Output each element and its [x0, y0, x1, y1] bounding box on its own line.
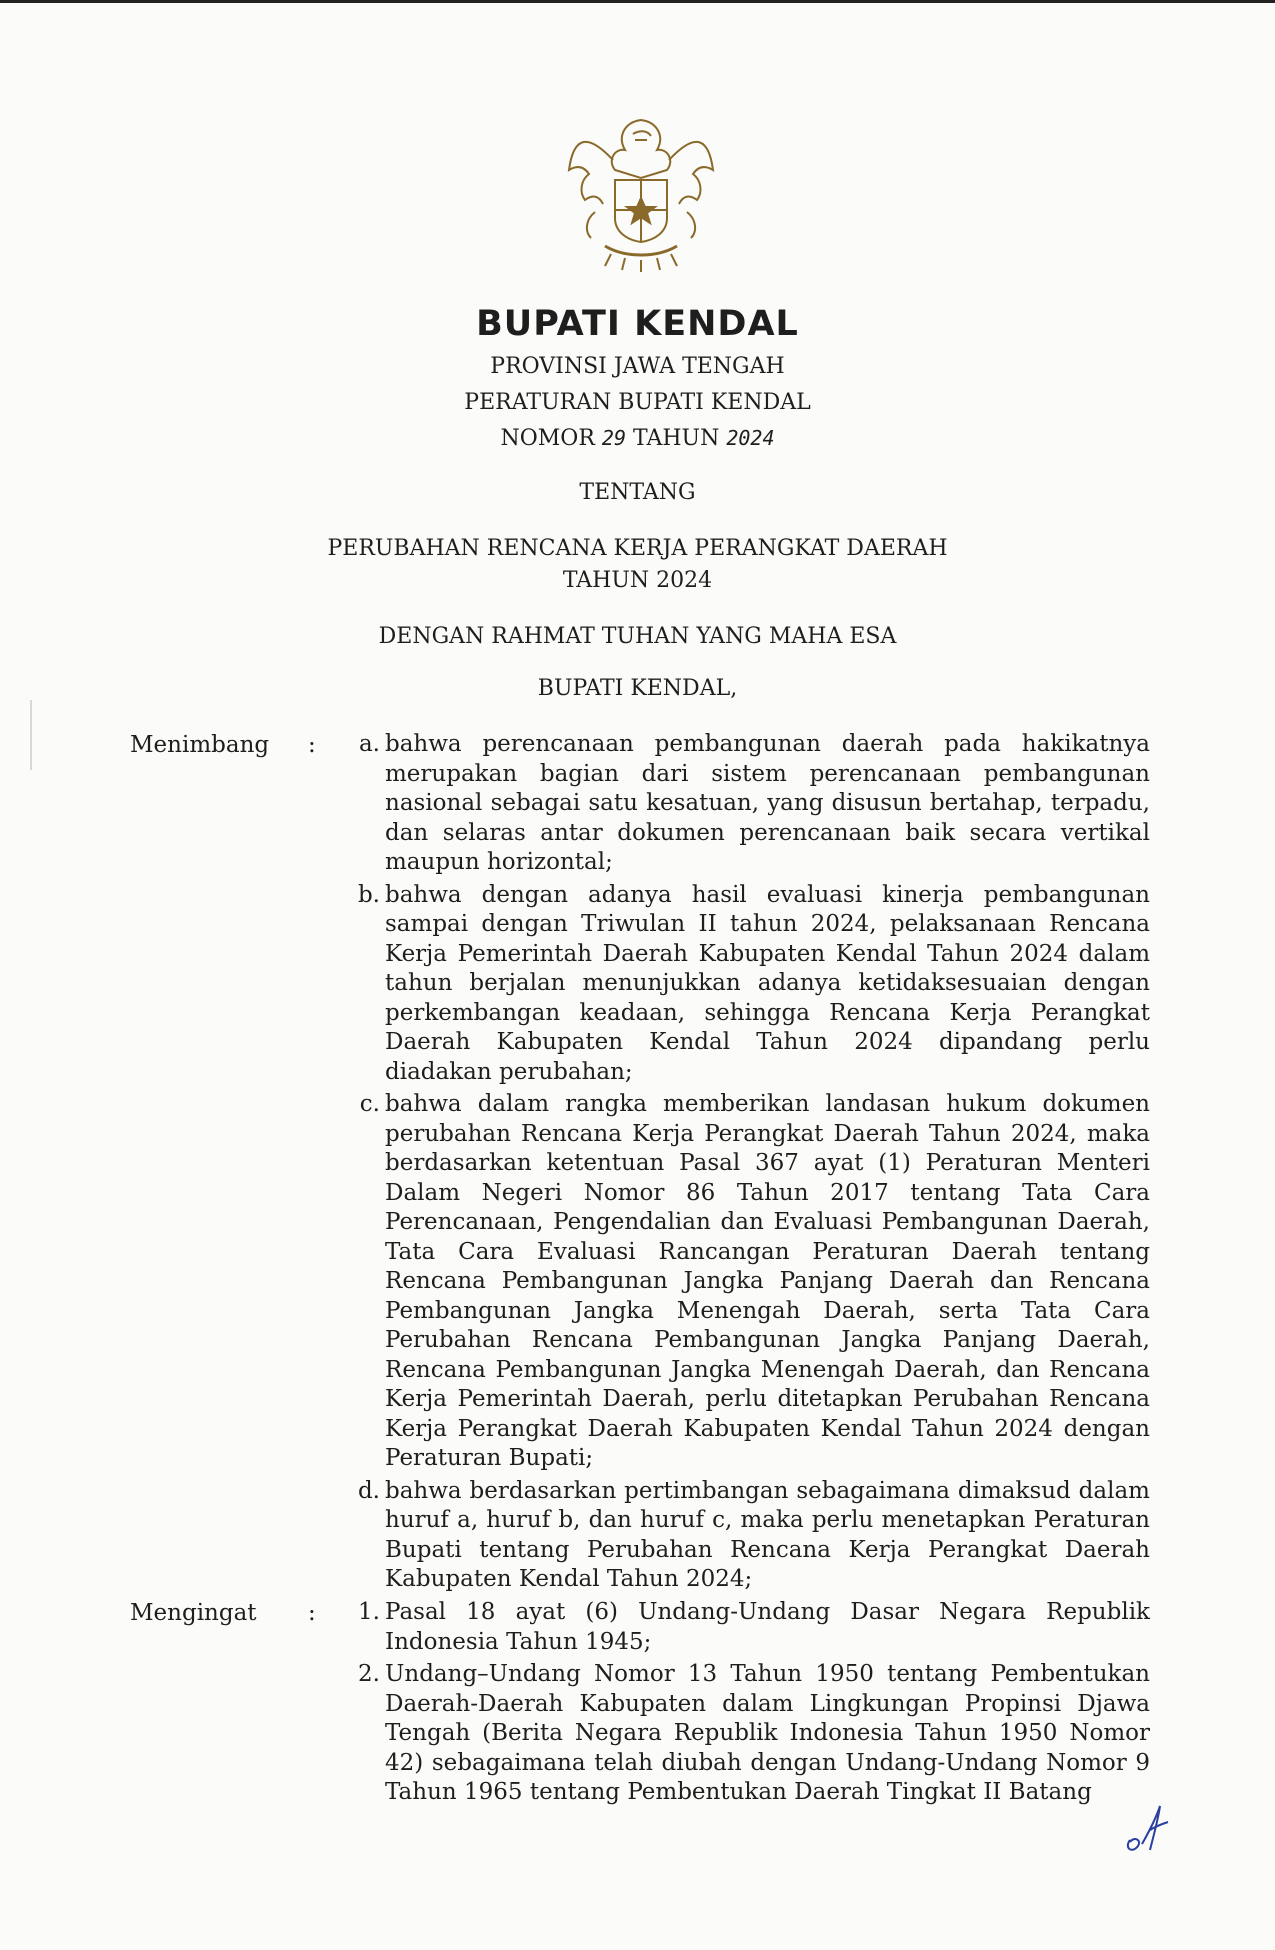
item-marker: b.	[357, 881, 380, 908]
section-mengingat	[130, 1598, 1150, 1811]
section-colon: :	[308, 732, 316, 758]
section-menimbang	[130, 730, 1150, 1598]
item-text: bahwa perencanaan pembangunan daerah pada hakikatnya merupakan bagian dari sistem perencanaan pembangunan nasional sebagai satu kesatuan, yang disusun bertahap, terpadu, dan selaras antar dokumen perencanaan baik secara vertikal maupun horizontal;	[385, 731, 1150, 875]
item-text: Pasal 18 ayat (6) Undang-Undang Dasar Negara Republik Indonesia Tahun 1945;	[385, 1599, 1150, 1655]
about-line: TENTANG	[579, 480, 696, 505]
issuer-title: BUPATI KENDAL	[476, 304, 799, 344]
item-marker: 2.	[358, 1661, 380, 1687]
section-label: Mengingat	[130, 1600, 257, 1626]
number-value: 29	[601, 426, 626, 450]
invocation-line: DENGAN RAHMAT TUHAN YANG MAHA ESA	[378, 624, 897, 649]
year-prefix: TAHUN	[633, 426, 720, 451]
item-marker: d.	[357, 1477, 380, 1504]
year-value: 2024	[726, 426, 775, 450]
regulation-line: PERATURAN BUPATI KENDAL	[464, 390, 811, 415]
number-prefix: NOMOR	[500, 426, 595, 451]
garuda-emblem-icon	[555, 100, 727, 272]
province-line: PROVINSI JAWA TENGAH	[490, 354, 785, 379]
regulation-number-line	[0, 421, 1275, 456]
list-item	[340, 1660, 1150, 1808]
paraf-initial-icon	[1120, 1800, 1180, 1860]
section-label: Menimbang	[130, 732, 270, 758]
item-text: bahwa dalam rangka memberikan landasan hukum dokumen perubahan Rencana Kerja Perangkat Daerah Tahun 2024, maka berdasarkan ketentuan Pasal 367 ayat (1) Peraturan Menteri Dalam Negeri Nomor 86 Tahun 2017 tentang Tata Cara Perencanaan, Pengendalian dan Evaluasi Pembangunan Daerah, Tata Cara Evaluasi Rancangan Peraturan Daerah tentang Rencana Pembangunan Jangka Panjang Daerah dan Rencana Pembangunan Jangka Menengah Daerah, serta Tata Cara Perubahan Rencana Pembangunan Jangka Panjang Daerah, Rencana Pembangunan Jangka Menengah Daerah, dan Rencana Kerja Pemerintah Daerah, perlu ditetapkan Perubahan Rencana Kerja Perangkat Daerah Kabupaten Kendal Tahun 2024 dengan Peraturan Bupati;	[385, 1091, 1150, 1471]
list-item	[340, 1598, 1150, 1657]
scan-edge-mark	[30, 700, 32, 770]
list-item	[340, 1090, 1150, 1474]
issuer-line: BUPATI KENDAL,	[537, 676, 738, 701]
item-text: bahwa dengan adanya hasil evaluasi kinerja pembangunan sampai dengan Triwulan II tahun 2024, pelaksanaan Rencana Kerja Pemerintah Daerah Kabupaten Kendal Tahun 2024 dalam tahun berjalan menunjukkan adanya ketidaksesuaian dengan perkembangan keadaan, sehingga Rencana Kerja Perangkat Daerah Kabupaten Kendal Tahun 2024 dipandang perlu diadakan perubahan;	[385, 881, 1150, 1085]
item-marker: 1.	[358, 1599, 380, 1625]
item-marker: a.	[358, 731, 380, 757]
item-text: bahwa berdasarkan pertimbangan sebagaimana dimaksud dalam huruf a, huruf b, dan huruf c, maka perlu menetapkan Peraturan Bupati tentang Perubahan Rencana Kerja Perangkat Daerah Kabupaten Kendal Tahun 2024;	[385, 1477, 1150, 1592]
list-item	[340, 1477, 1150, 1595]
section-colon: :	[308, 1600, 316, 1626]
item-marker: c.	[359, 1091, 380, 1117]
list-item	[340, 730, 1150, 878]
subject-line-2: TAHUN 2024	[562, 568, 713, 593]
list-item	[340, 881, 1150, 1088]
subject-line-1: PERUBAHAN RENCANA KERJA PERANGKAT DAERAH	[327, 536, 948, 561]
top-border-line	[0, 0, 1275, 3]
item-text: Undang–Undang Nomor 13 Tahun 1950 tentang Pembentukan Daerah-Daerah Kabupaten dalam Lingkungan Propinsi Djawa Tengah (Berita Negara Republik Indonesia Tahun 1950 Nomor 42) sebagaimana telah diubah dengan Undang-Undang Nomor 9 Tahun 1965 tentang Pembentukan Daerah Tingkat II Batang	[385, 1661, 1150, 1805]
